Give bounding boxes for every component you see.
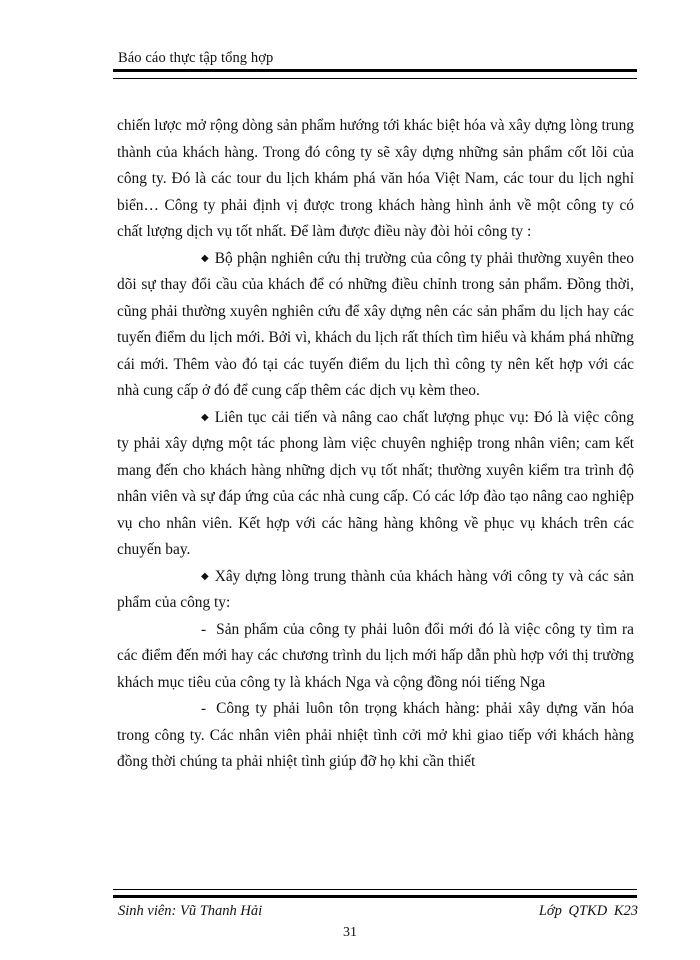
page-body: [117, 113, 634, 776]
running-header: Báo cáo thực tập tổng hợp: [118, 50, 274, 66]
dash-text: Sản phẩm của công ty phải luôn đổi mới đó là việc công ty tìm ra các điểm đến mới hay các chương trình du lịch mới hấp dẫn phù hợp với thị trường khách mục tiêu của công ty là khách Nga và cộng đồng nói tiếng Nga: [117, 620, 634, 691]
bullet-icon: ◆: [201, 252, 209, 264]
dash-icon: -: [201, 620, 207, 638]
bullet-text: Xây dựng lòng trung thành của khách hàng với công ty và các sản phẩm của công ty:: [117, 567, 634, 611]
intro-paragraph: chiến lược mở rộng dòng sản phẩm hướng tới khác biệt hóa và xây dựng lòng trung thành của khách hàng. Trong đó công ty sẽ xây dựng những sản phẩm cốt lõi của công ty. Đó là các tour du lịch khám phá văn hóa Việt Nam, các tour du lịch nghỉ biển… Công ty phải định vị được trong khách hàng hình ảnh về một công ty có chất lượng dịch vụ tốt nhất. Để làm được điều này đòi hỏi công ty :: [117, 117, 634, 240]
footer-student: Sinh viên: Vũ Thanh Hải: [118, 903, 263, 919]
dash-paragraph: [117, 617, 634, 697]
footer-rule: [113, 889, 637, 898]
bullet-icon: ◆: [201, 411, 209, 423]
bullet-paragraph: [117, 564, 634, 617]
bullet-icon: ◆: [201, 570, 209, 582]
page-number: 31: [343, 925, 357, 940]
bullet-paragraph: [117, 246, 634, 405]
dash-paragraph: [117, 696, 634, 776]
dash-text: Công ty phải luôn tôn trọng khách hàng: phải xây dựng văn hóa trong công ty. Các nhân viên phải nhiệt tình cởi mở khi giao tiếp với khách hàng đồng thời chúng ta phải nhiệt tình giúp đỡ họ khi cần thiết: [117, 700, 634, 770]
dash-icon: -: [201, 700, 207, 717]
bullet-text: Liên tục cải tiến và nâng cao chất lượng phục vụ: Đó là việc công ty phải xây dựng một tác phong làm việc chuyên nghiệp trong nhân viên; cam kết mang đến cho khách hàng những dịch vụ tốt nhất; thường xuyên kiểm tra trình độ nhân viên và sự đáp ứng của các nhà cung cấp. Có các lớp đào tạo nâng cao nghiệp vụ cho nhân viên. Kết hợp với các hãng hàng không về phục vụ khách trên các chuyến bay.: [117, 408, 634, 558]
footer-class: Lớp QTKD K23: [538, 903, 638, 919]
bullet-text: Bộ phận nghiên cứu thị trường của công ty phải thường xuyên theo dõi sự thay đổi cầu của khách để có những điều chỉnh trong sản phẩm. Đồng thời, cũng phải thường xuyên nghiên cứu để xây dựng nên các sản phẩm du lịch hay các tuyến điểm du lịch mới. Bởi vì, khách du lịch rất thích tìm hiểu và khám phá những cái mới. Thêm vào đó tại các tuyến điểm du lịch thì công ty nên kết hợp với các nhà cung cấp ở đó để cung cấp thêm các dịch vụ kèm theo.: [117, 249, 634, 399]
header-rule: [113, 69, 637, 79]
bullet-paragraph: [117, 405, 634, 564]
